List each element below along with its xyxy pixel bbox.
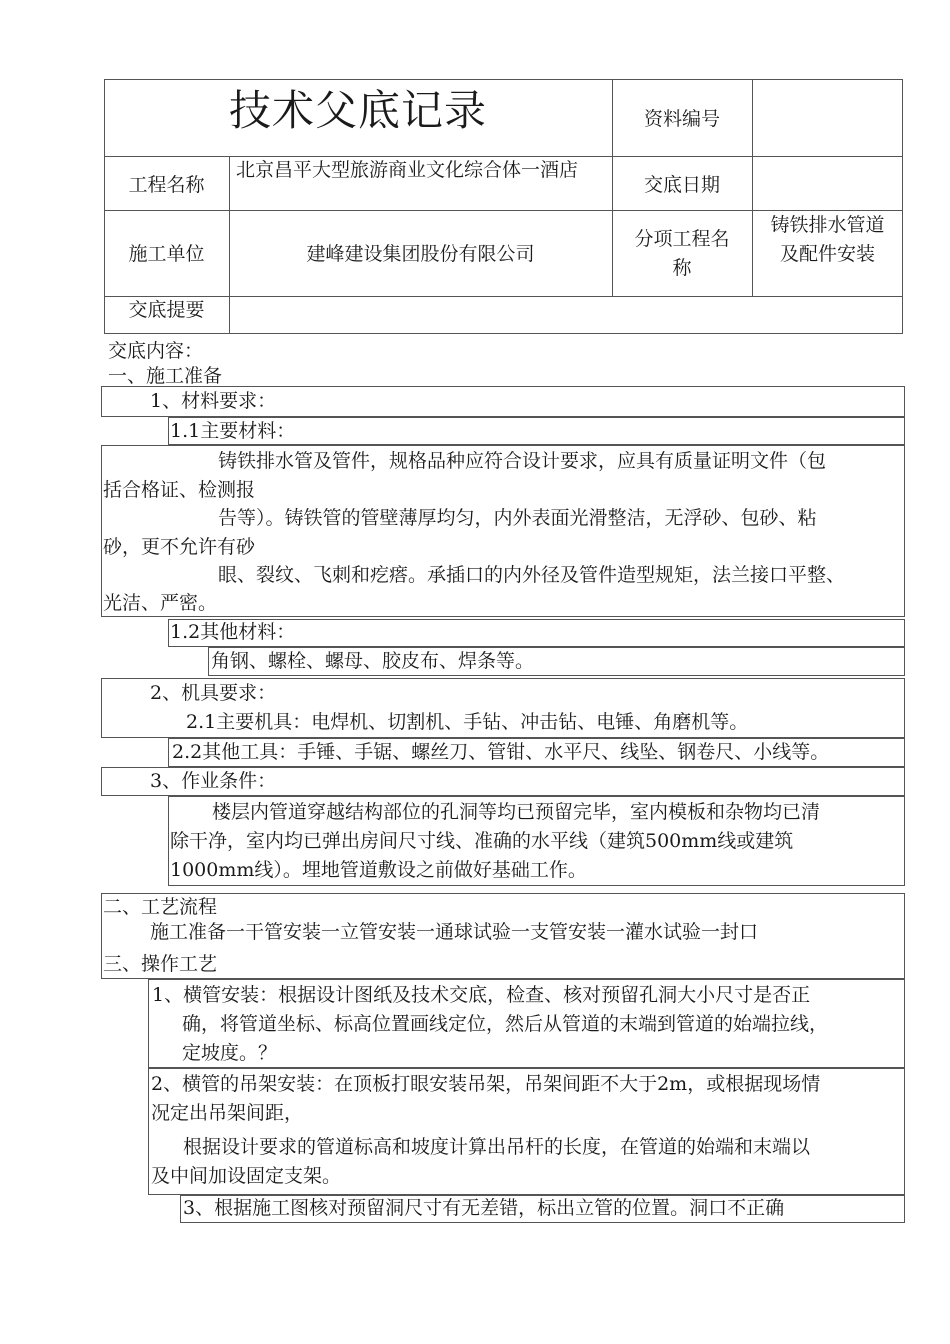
section-3-title: 三、操作工艺 (103, 953, 218, 975)
other-tools-text: 2.2其他工具：手锤、手锯、螺丝刀、管钳、水平尺、线坠、钢卷尺、小线等。 (172, 741, 830, 763)
process-flow-text: 施工准备一干管安装一立管安装一通球试验一支管安装一灌水试验一封口 (150, 921, 759, 943)
main-materials-heading: 1.1主要材料： (170, 420, 296, 442)
section-1-title: 一、施工准备 (108, 365, 223, 387)
conditions-line: 1000mm线）。埋地管道敷设之前做好基础工作。 (170, 859, 587, 881)
project-value: 北京昌平大型旅游商业文化综合体一酒店 (236, 159, 579, 181)
other-materials-heading: 1.2其他材料： (170, 621, 296, 643)
conditions-line: 除干净，室内均已弹出房间尺寸线、准确的水平线（建筑500mm线或建筑 (170, 830, 794, 852)
conditions-heading: 3、作业条件： (150, 770, 277, 792)
summary-label: 交底提要 (128, 299, 205, 321)
subitem-value: 铸铁排水管道及配件安装 (770, 214, 885, 265)
main-tools-text: 2.1主要机具：电焊机、切割机、手钻、冲击钻、电锤、角磨机等。 (186, 711, 749, 733)
conditions-line: 楼层内管道穿越结构部位的孔洞等均已预留完毕，室内模板和杂物均已清 (212, 801, 821, 823)
date-label: 交底日期 (643, 174, 720, 196)
contractor-label: 施工单位 (128, 243, 205, 265)
content-intro: 交底内容： (108, 340, 204, 362)
main-materials-line: 砂，更不允许有砂 (103, 536, 256, 558)
operation-3-line: 3、根据施工图核对预留洞尺寸有无差错，标出立管的位置。洞口不正确 (183, 1197, 785, 1219)
subitem-label: 分项工程名称 (634, 228, 730, 279)
main-materials-line: 铸铁排水管及管件，规格品种应符合设计要求，应具有质量证明文件（包 (218, 450, 827, 472)
page-title: 技术父底记录 (228, 86, 487, 135)
main-materials-line: 眼、裂纹、飞刺和疙瘩。承插口的内外径及管件造型规矩，法兰接口平整、 (218, 564, 846, 586)
tools-heading: 2、机具要求： (150, 682, 277, 704)
main-materials-line: 括合格证、检测报 (103, 479, 256, 501)
operation-1-line: 确，将管道坐标、标高位置画线定位，然后从管道的末端到管道的始端拉线， (182, 1013, 829, 1035)
doc-no-label: 资料编号 (643, 108, 720, 130)
other-materials-body: 角钢、螺栓、螺母、胶皮布、焊条等。 (211, 650, 535, 672)
operation-2-line: 根据设计要求的管道标高和坡度计算出吊杆的长度，在管道的始端和末端以 (183, 1136, 811, 1158)
operation-1-line: 1、横管安装：根据设计图纸及技术交底，检查、核对预留孔洞大小尺寸是否正 (152, 984, 811, 1006)
operation-1-line: 定坡度。？ (182, 1042, 278, 1064)
main-materials-line: 光洁、严密。 (103, 592, 218, 614)
operation-2-line: 况定出吊架间距， (151, 1102, 304, 1124)
main-materials-line: 告等）。铸铁管的管壁薄厚均匀，内外表面光滑整洁，无浮砂、包砂、粘 (218, 507, 817, 529)
operation-2-line: 及中间加设固定支架。 (151, 1165, 342, 1187)
operation-2-line: 2、横管的吊架安装：在顶板打眼安装吊架，吊架间距不大于2m，或根据现场情 (151, 1073, 821, 1095)
contractor-value: 建峰建设集团股份有限公司 (306, 243, 535, 265)
project-label: 工程名称 (128, 174, 205, 196)
section-2-title: 二、工艺流程 (103, 896, 218, 918)
materials-heading: 1、材料要求： (150, 390, 277, 412)
